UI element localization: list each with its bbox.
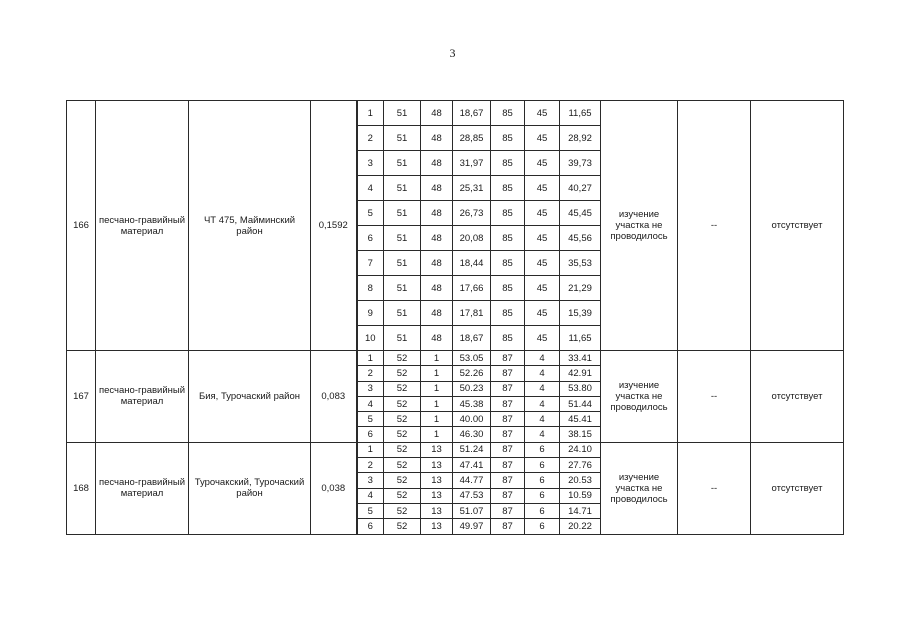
lat-min: 48 bbox=[421, 326, 453, 351]
lat-deg: 51 bbox=[384, 151, 421, 176]
lon-deg: 87 bbox=[491, 366, 525, 381]
lon-min: 4 bbox=[525, 396, 560, 411]
lon-sec: 28,92 bbox=[560, 126, 601, 151]
lat-min: 13 bbox=[421, 519, 453, 534]
lat-min: 48 bbox=[421, 176, 453, 201]
point-number: 6 bbox=[357, 427, 384, 442]
lat-deg: 51 bbox=[384, 326, 421, 351]
lat-min: 48 bbox=[421, 201, 453, 226]
lat-min: 48 bbox=[421, 301, 453, 326]
lon-deg: 87 bbox=[491, 473, 525, 488]
lat-min: 48 bbox=[421, 151, 453, 176]
point-number: 7 bbox=[357, 251, 384, 276]
lat-deg: 51 bbox=[384, 101, 421, 126]
lon-sec: 14.71 bbox=[560, 503, 601, 518]
lon-deg: 87 bbox=[491, 351, 525, 366]
lat-sec: 47.53 bbox=[453, 488, 491, 503]
lat-min: 13 bbox=[421, 503, 453, 518]
lon-sec: 20.53 bbox=[560, 473, 601, 488]
lat-deg: 52 bbox=[384, 503, 421, 518]
lat-sec: 51.07 bbox=[453, 503, 491, 518]
lat-min: 1 bbox=[421, 366, 453, 381]
point-number: 1 bbox=[357, 351, 384, 366]
entry-license: отсутствует bbox=[751, 442, 844, 534]
lon-min: 6 bbox=[525, 488, 560, 503]
lon-deg: 87 bbox=[491, 427, 525, 442]
point-number: 8 bbox=[357, 276, 384, 301]
lat-sec: 49.97 bbox=[453, 519, 491, 534]
entry-resources: -- bbox=[678, 101, 751, 351]
lat-sec: 45.38 bbox=[453, 396, 491, 411]
lat-deg: 52 bbox=[384, 519, 421, 534]
deposits-table bbox=[66, 100, 844, 535]
point-number: 9 bbox=[357, 301, 384, 326]
point-number: 3 bbox=[357, 151, 384, 176]
lon-deg: 85 bbox=[491, 126, 525, 151]
lat-sec: 26,73 bbox=[453, 201, 491, 226]
lat-sec: 18,67 bbox=[453, 101, 491, 126]
lat-min: 1 bbox=[421, 412, 453, 427]
lon-sec: 24.10 bbox=[560, 442, 601, 457]
lat-deg: 52 bbox=[384, 366, 421, 381]
lat-sec: 46.30 bbox=[453, 427, 491, 442]
lat-min: 1 bbox=[421, 381, 453, 396]
lon-sec: 11,65 bbox=[560, 101, 601, 126]
point-number: 6 bbox=[357, 226, 384, 251]
lon-deg: 87 bbox=[491, 442, 525, 457]
point-number: 2 bbox=[357, 458, 384, 473]
lat-sec: 17,66 bbox=[453, 276, 491, 301]
lon-deg: 87 bbox=[491, 488, 525, 503]
entry-id: 166 bbox=[67, 101, 96, 351]
lat-min: 1 bbox=[421, 351, 453, 366]
lat-min: 1 bbox=[421, 427, 453, 442]
lat-deg: 52 bbox=[384, 412, 421, 427]
lon-deg: 87 bbox=[491, 503, 525, 518]
lon-min: 6 bbox=[525, 442, 560, 457]
lon-sec: 21,29 bbox=[560, 276, 601, 301]
lon-deg: 85 bbox=[491, 301, 525, 326]
entry-study: изучение участка не проводилось bbox=[601, 351, 678, 443]
lon-sec: 11,65 bbox=[560, 326, 601, 351]
entry-mineral: песчано-гравийный материал bbox=[96, 351, 189, 443]
entry-license: отсутствует bbox=[751, 351, 844, 443]
lat-sec: 18,44 bbox=[453, 251, 491, 276]
lat-deg: 52 bbox=[384, 442, 421, 457]
lon-min: 45 bbox=[525, 176, 560, 201]
lat-min: 48 bbox=[421, 226, 453, 251]
lon-sec: 42.91 bbox=[560, 366, 601, 381]
lat-deg: 52 bbox=[384, 458, 421, 473]
lon-min: 45 bbox=[525, 251, 560, 276]
lon-sec: 40,27 bbox=[560, 176, 601, 201]
lat-deg: 52 bbox=[384, 351, 421, 366]
table-body bbox=[67, 101, 844, 535]
lat-sec: 17,81 bbox=[453, 301, 491, 326]
entry-mineral: песчано-гравийный материал bbox=[96, 101, 189, 351]
entry-id: 167 bbox=[67, 351, 96, 443]
entry-location: Бия, Турочаский район bbox=[189, 351, 311, 443]
lon-sec: 45.41 bbox=[560, 412, 601, 427]
lon-min: 45 bbox=[525, 301, 560, 326]
lon-min: 45 bbox=[525, 201, 560, 226]
entry-study: изучение участка не проводилось bbox=[601, 101, 678, 351]
lat-deg: 51 bbox=[384, 126, 421, 151]
lat-deg: 52 bbox=[384, 396, 421, 411]
lon-deg: 87 bbox=[491, 381, 525, 396]
lon-deg: 85 bbox=[491, 251, 525, 276]
entry-location: ЧТ 475, Майминский район bbox=[189, 101, 311, 351]
lon-min: 45 bbox=[525, 101, 560, 126]
lat-deg: 51 bbox=[384, 176, 421, 201]
lat-sec: 44.77 bbox=[453, 473, 491, 488]
lat-deg: 52 bbox=[384, 427, 421, 442]
entry-study: изучение участка не проводилось bbox=[601, 442, 678, 534]
table-row bbox=[67, 351, 844, 366]
lat-deg: 51 bbox=[384, 226, 421, 251]
lat-sec: 28,85 bbox=[453, 126, 491, 151]
lon-min: 4 bbox=[525, 427, 560, 442]
lon-min: 6 bbox=[525, 519, 560, 534]
lat-min: 13 bbox=[421, 488, 453, 503]
lat-min: 1 bbox=[421, 396, 453, 411]
lat-sec: 40.00 bbox=[453, 412, 491, 427]
lon-min: 45 bbox=[525, 276, 560, 301]
point-number: 3 bbox=[357, 473, 384, 488]
lon-min: 45 bbox=[525, 151, 560, 176]
lon-min: 45 bbox=[525, 226, 560, 251]
lon-min: 4 bbox=[525, 412, 560, 427]
lon-min: 4 bbox=[525, 351, 560, 366]
table-row bbox=[67, 101, 844, 126]
lat-min: 48 bbox=[421, 276, 453, 301]
lon-sec: 33.41 bbox=[560, 351, 601, 366]
lon-min: 4 bbox=[525, 366, 560, 381]
lat-min: 13 bbox=[421, 458, 453, 473]
lon-sec: 53.80 bbox=[560, 381, 601, 396]
point-number: 3 bbox=[357, 381, 384, 396]
lat-deg: 52 bbox=[384, 488, 421, 503]
lat-deg: 51 bbox=[384, 276, 421, 301]
entry-area: 0,038 bbox=[311, 442, 357, 534]
lat-min: 48 bbox=[421, 251, 453, 276]
lon-deg: 85 bbox=[491, 226, 525, 251]
lat-min: 48 bbox=[421, 126, 453, 151]
lon-deg: 87 bbox=[491, 519, 525, 534]
entry-id: 168 bbox=[67, 442, 96, 534]
lon-min: 6 bbox=[525, 458, 560, 473]
lat-min: 13 bbox=[421, 442, 453, 457]
lon-deg: 85 bbox=[491, 276, 525, 301]
entry-location: Турочакский, Турочаский район bbox=[189, 442, 311, 534]
point-number: 5 bbox=[357, 201, 384, 226]
lon-sec: 20.22 bbox=[560, 519, 601, 534]
lon-sec: 10.59 bbox=[560, 488, 601, 503]
lat-deg: 52 bbox=[384, 473, 421, 488]
lon-min: 4 bbox=[525, 381, 560, 396]
point-number: 4 bbox=[357, 176, 384, 201]
entry-area: 0,083 bbox=[311, 351, 357, 443]
lon-min: 45 bbox=[525, 326, 560, 351]
lat-sec: 18,67 bbox=[453, 326, 491, 351]
lon-deg: 85 bbox=[491, 201, 525, 226]
lat-deg: 51 bbox=[384, 251, 421, 276]
lon-sec: 38.15 bbox=[560, 427, 601, 442]
lon-deg: 87 bbox=[491, 396, 525, 411]
entry-resources: -- bbox=[678, 351, 751, 443]
lat-deg: 51 bbox=[384, 301, 421, 326]
point-number: 4 bbox=[357, 488, 384, 503]
lat-sec: 53.05 bbox=[453, 351, 491, 366]
lat-sec: 50.23 bbox=[453, 381, 491, 396]
lon-sec: 51.44 bbox=[560, 396, 601, 411]
lon-sec: 15,39 bbox=[560, 301, 601, 326]
point-number: 5 bbox=[357, 503, 384, 518]
point-number: 10 bbox=[357, 326, 384, 351]
point-number: 5 bbox=[357, 412, 384, 427]
point-number: 2 bbox=[357, 366, 384, 381]
lon-sec: 35,53 bbox=[560, 251, 601, 276]
lon-deg: 85 bbox=[491, 326, 525, 351]
lon-min: 6 bbox=[525, 473, 560, 488]
entry-resources: -- bbox=[678, 442, 751, 534]
lon-sec: 27.76 bbox=[560, 458, 601, 473]
entry-mineral: песчано-гравийный материал bbox=[96, 442, 189, 534]
lon-deg: 87 bbox=[491, 412, 525, 427]
lon-sec: 45,56 bbox=[560, 226, 601, 251]
point-number: 1 bbox=[357, 101, 384, 126]
lat-sec: 20,08 bbox=[453, 226, 491, 251]
entry-license: отсутствует bbox=[751, 101, 844, 351]
lat-sec: 52.26 bbox=[453, 366, 491, 381]
lat-sec: 31,97 bbox=[453, 151, 491, 176]
lon-deg: 85 bbox=[491, 176, 525, 201]
lon-deg: 85 bbox=[491, 101, 525, 126]
lon-deg: 85 bbox=[491, 151, 525, 176]
point-number: 2 bbox=[357, 126, 384, 151]
table-row bbox=[67, 442, 844, 457]
lat-sec: 25,31 bbox=[453, 176, 491, 201]
lon-sec: 39,73 bbox=[560, 151, 601, 176]
lat-deg: 51 bbox=[384, 201, 421, 226]
lat-sec: 47.41 bbox=[453, 458, 491, 473]
point-number: 1 bbox=[357, 442, 384, 457]
lat-deg: 52 bbox=[384, 381, 421, 396]
page-number: 3 bbox=[449, 46, 456, 60]
lon-min: 45 bbox=[525, 126, 560, 151]
lat-min: 48 bbox=[421, 101, 453, 126]
point-number: 4 bbox=[357, 396, 384, 411]
lat-min: 13 bbox=[421, 473, 453, 488]
entry-area: 0,1592 bbox=[311, 101, 357, 351]
point-number: 6 bbox=[357, 519, 384, 534]
lon-deg: 87 bbox=[491, 458, 525, 473]
lon-sec: 45,45 bbox=[560, 201, 601, 226]
lon-min: 6 bbox=[525, 503, 560, 518]
lat-sec: 51.24 bbox=[453, 442, 491, 457]
